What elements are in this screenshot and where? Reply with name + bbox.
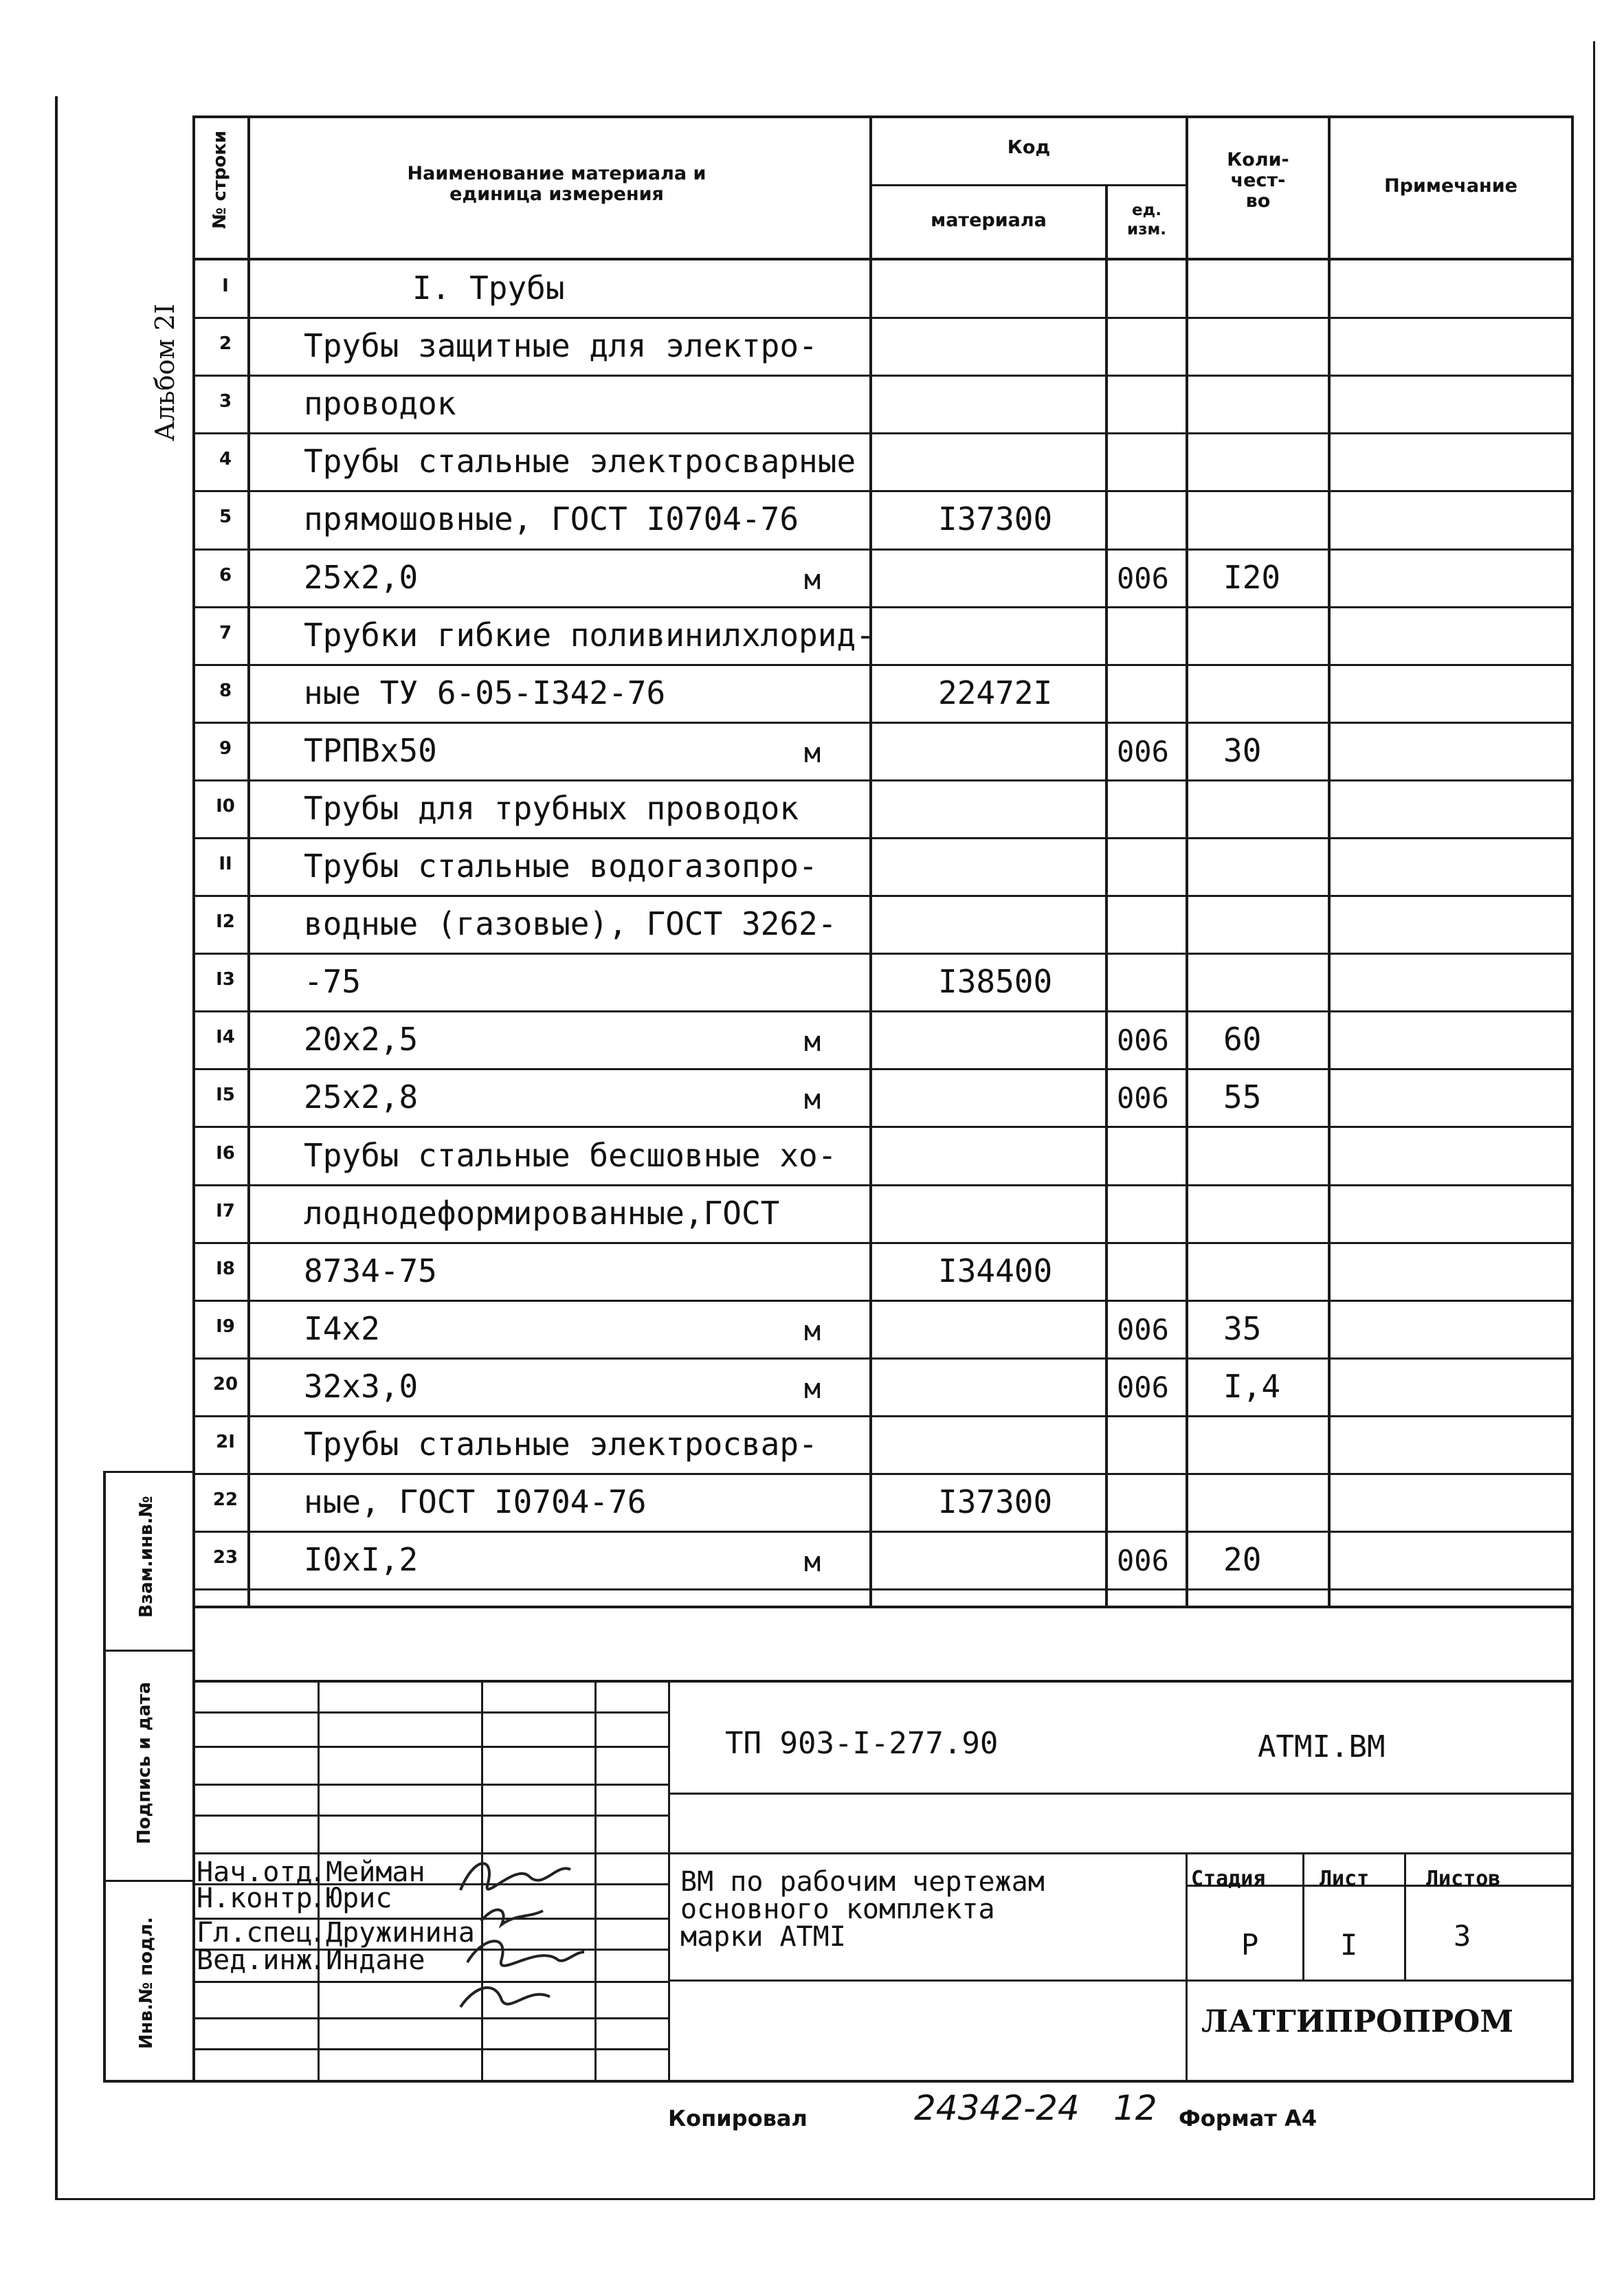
- bottom-margin-line: [55, 2198, 1594, 2200]
- signatory-name: .Дружинина: [309, 1917, 475, 1949]
- row-divider: [192, 1531, 1574, 1533]
- row-name: I. Трубы: [412, 269, 565, 307]
- row-divider: [192, 1242, 1574, 1244]
- header-qty: Коли-чест-во: [1227, 149, 1289, 212]
- row-divider: [192, 375, 1574, 377]
- description-line-2: основного комплекта: [680, 1894, 995, 1925]
- row-quantity: 60: [1223, 1021, 1262, 1058]
- row-quantity: 30: [1223, 732, 1262, 769]
- right-margin-line: [1593, 41, 1595, 2199]
- row-number: 22: [212, 1489, 238, 1510]
- row-number: 2: [219, 333, 232, 354]
- header-note: Примечание: [1384, 175, 1517, 197]
- album-label: Альбом 2I: [150, 303, 180, 441]
- code-sub-line: [869, 184, 1186, 186]
- col-line-1: [247, 115, 250, 1606]
- row-divider: [192, 1473, 1574, 1475]
- archive-number: 24342-24: [914, 2088, 1080, 2128]
- row-number: I: [222, 276, 229, 296]
- row-name: 8734-75: [304, 1252, 437, 1289]
- row-number: I5: [216, 1085, 235, 1105]
- stage-value: Р: [1241, 1928, 1259, 1962]
- row-number: 4: [219, 449, 232, 469]
- row-quantity: 55: [1223, 1078, 1262, 1116]
- header-rownum: № строки: [210, 130, 230, 229]
- row-divider: [192, 722, 1574, 724]
- organization: ЛАТГИПРОПРОМ: [1201, 2004, 1514, 2039]
- row-name: ные ТУ 6-05-I342-76: [304, 674, 666, 711]
- col-line-4: [1186, 115, 1188, 1606]
- row-name: Трубы защитные для электро-: [304, 327, 818, 364]
- signatory-role: Нач.отд: [197, 1856, 313, 1888]
- signatory-name: .Мейман: [309, 1856, 425, 1888]
- row-divider: [192, 432, 1574, 434]
- row-name: лоднодеформированные,ГОСТ: [304, 1195, 780, 1232]
- sheet-label: Лист: [1320, 1867, 1370, 1891]
- row-number: I3: [216, 969, 235, 990]
- row-number: 5: [219, 507, 232, 527]
- row-name: ные, ГОСТ I0704-76: [304, 1483, 647, 1520]
- vzam-inv-label: Взам.инв.№: [136, 1496, 157, 1618]
- description-line-3: марки АТМI: [680, 1921, 846, 1953]
- title-block-top: [192, 1680, 1574, 1683]
- row-number: 20: [212, 1374, 238, 1395]
- header-code: Код: [1007, 137, 1051, 158]
- row-unit: м: [804, 1546, 821, 1578]
- row-name: 25х2,0: [304, 559, 419, 596]
- table-bottom-line: [192, 1606, 1574, 1608]
- row-divider: [192, 1415, 1574, 1417]
- sheet-value: I: [1340, 1928, 1358, 1962]
- copied-label: Копировал: [668, 2105, 808, 2131]
- row-material-code: I34400: [938, 1252, 1053, 1289]
- sheet-col: [1302, 1852, 1304, 1980]
- row-name: ТРПВх50: [304, 732, 437, 769]
- row-number: 2I: [216, 1432, 235, 1452]
- row-divider: [192, 1184, 1574, 1186]
- row-unit-code: 006: [1117, 562, 1169, 595]
- row-divider: [192, 895, 1574, 897]
- row-divider: [192, 1588, 1574, 1590]
- stage-values-bottom: [1186, 1980, 1574, 1982]
- sign-grid-row: [195, 1746, 669, 1748]
- row-name: Трубы стальные бесшовные хо-: [304, 1137, 837, 1174]
- side-stamp-div2: [103, 1880, 194, 1882]
- signature-scribbles: [454, 1849, 619, 2028]
- page-number: 12: [1113, 2088, 1157, 2128]
- row-number: I0: [216, 796, 235, 817]
- row-unit-code: 006: [1117, 1544, 1169, 1577]
- row-unit: м: [804, 564, 821, 596]
- row-number: 7: [219, 623, 232, 643]
- sheets-col: [1404, 1852, 1406, 1980]
- col-line-5: [1328, 115, 1331, 1606]
- row-unit: м: [804, 1373, 821, 1405]
- row-name: Трубы стальные водогазопро-: [304, 847, 818, 885]
- header-code-material: материала: [931, 210, 1047, 231]
- row-unit-code: 006: [1117, 1313, 1169, 1346]
- row-material-code: I37300: [938, 1483, 1053, 1520]
- signatory-role: Гл.спец: [197, 1917, 313, 1949]
- row-divider: [192, 317, 1574, 319]
- row-number: II: [219, 854, 232, 874]
- row-divider: [192, 490, 1574, 492]
- row-number: 23: [212, 1547, 238, 1568]
- left-margin-line: [55, 96, 58, 2199]
- sign-grid-col: [668, 1680, 670, 2081]
- header-bottom-line: [192, 258, 1574, 260]
- row-name: 32х3,0: [304, 1368, 419, 1405]
- row-number: 3: [219, 391, 232, 412]
- row-number: 6: [219, 565, 232, 586]
- signatory-role: Вед.инж: [197, 1944, 313, 1976]
- row-number: 9: [219, 738, 232, 759]
- row-number: I2: [216, 911, 235, 932]
- signature-date-label: Подпись и дата: [134, 1681, 155, 1845]
- format-label: Формат А4: [1179, 2105, 1317, 2131]
- sheets-value: 3: [1454, 1919, 1471, 1953]
- row-number: I8: [216, 1259, 235, 1279]
- frame-bottom: [103, 2080, 1574, 2083]
- row-name: Трубы для трубных проводок: [304, 790, 799, 827]
- row-unit: м: [804, 1084, 821, 1116]
- doc-mark: АТМI.ВМ: [1258, 1729, 1386, 1764]
- signatory-name: .Индане: [309, 1944, 425, 1976]
- row-name: I0хI,2: [304, 1541, 419, 1578]
- row-divider: [192, 1126, 1574, 1128]
- row-divider: [192, 953, 1574, 955]
- signatory-role: Н.контр: [197, 1883, 313, 1914]
- frame-left: [192, 115, 195, 2081]
- row-name: 25х2,8: [304, 1078, 419, 1116]
- code-row-bottom: [668, 1793, 1574, 1795]
- row-quantity: 35: [1223, 1310, 1262, 1347]
- row-name: водные (газовые), ГОСТ 3262-: [304, 905, 837, 942]
- row-name: прямошовные, ГОСТ I0704-76: [304, 500, 799, 537]
- row-divider: [192, 779, 1574, 781]
- row-material-code: 22472I: [938, 674, 1053, 711]
- row-unit-code: 006: [1117, 1081, 1169, 1115]
- row-name: -75: [304, 963, 361, 1000]
- header-code-unit: ед. изм.: [1126, 201, 1167, 239]
- inv-original-label: Инв.№ подл.: [136, 1916, 157, 2050]
- row-number: I6: [216, 1143, 235, 1164]
- row-name: 20х2,5: [304, 1021, 419, 1058]
- sign-grid-row: [195, 1815, 669, 1817]
- row-number: 8: [219, 680, 232, 701]
- row-unit-code: 006: [1117, 1023, 1169, 1057]
- row-number: I4: [216, 1027, 235, 1047]
- side-stamp-left: [103, 1471, 106, 2081]
- row-divider: [192, 664, 1574, 666]
- row-unit: м: [804, 1316, 821, 1347]
- description-line-1: ВМ по рабочим чертежам: [680, 1866, 1045, 1898]
- row-material-code: I37300: [938, 500, 1053, 537]
- row-unit: м: [804, 1026, 821, 1058]
- row-quantity: I20: [1223, 559, 1281, 596]
- desc-bottom: [668, 1980, 1186, 1982]
- row-number: I9: [216, 1316, 235, 1337]
- row-unit-code: 006: [1117, 735, 1169, 768]
- row-divider: [192, 837, 1574, 839]
- row-divider: [192, 1357, 1574, 1360]
- sign-grid-row: [195, 1711, 669, 1714]
- row-divider: [192, 1068, 1574, 1070]
- row-divider: [192, 606, 1574, 608]
- doc-code: ТП 903-I-277.90: [725, 1726, 999, 1761]
- row-quantity: I,4: [1223, 1368, 1281, 1405]
- sign-grid-row: [195, 2048, 669, 2050]
- row-name: Трубы стальные электросварные: [304, 443, 856, 480]
- row-divider: [192, 548, 1574, 551]
- frame-right: [1571, 115, 1574, 2081]
- header-name: Наименование материала и единица измерения: [407, 163, 707, 205]
- row-number: I7: [216, 1201, 235, 1221]
- desc-top: [668, 1852, 1574, 1854]
- row-quantity: 20: [1223, 1541, 1262, 1578]
- row-divider: [192, 1300, 1574, 1302]
- frame-top: [192, 115, 1574, 118]
- row-unit: м: [804, 738, 821, 769]
- row-name: Трубки гибкие поливинилхлорид-: [304, 617, 875, 654]
- stage-label: Стадия: [1191, 1867, 1266, 1891]
- row-material-code: I38500: [938, 963, 1053, 1000]
- side-stamp-div1: [103, 1650, 194, 1652]
- stage-col: [1186, 1852, 1188, 2081]
- col-line-2: [869, 115, 872, 1606]
- sheets-label: Листов: [1426, 1867, 1501, 1891]
- row-name: I4х2: [304, 1310, 380, 1347]
- row-name: Трубы стальные электросвар-: [304, 1426, 818, 1463]
- signatory-name: .Юрис: [309, 1883, 392, 1914]
- row-unit-code: 006: [1117, 1371, 1169, 1404]
- row-divider: [192, 1010, 1574, 1012]
- sign-grid-row: [195, 1784, 669, 1786]
- row-name: проводок: [304, 385, 456, 422]
